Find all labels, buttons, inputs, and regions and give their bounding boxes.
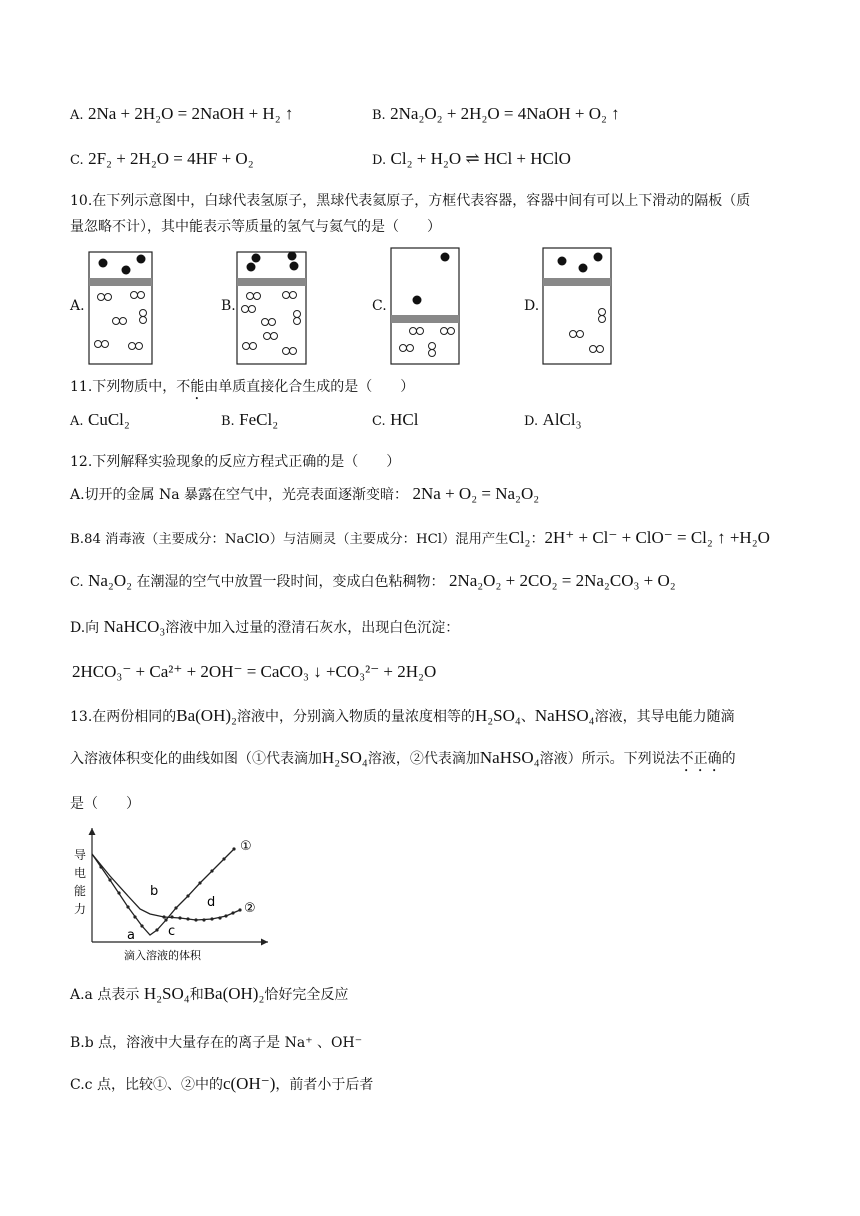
q13-option-a xyxy=(70,984,348,1004)
text: 入溶液体积变化的曲线如图（①代表滴加 xyxy=(70,751,322,767)
option-label: B. xyxy=(221,414,235,429)
formula: H₂SO₄ xyxy=(143,984,190,1003)
y-label-char: 能 xyxy=(74,884,87,898)
q10-label-b: B. xyxy=(221,298,236,314)
q12-option-d xyxy=(70,617,459,637)
q12-option-d-formula: 2HCO₃⁻ + Ca²⁺ + 2OH⁻ = CaCO₃ ↓ +CO₃²⁻ + 2H₂O xyxy=(72,662,437,681)
formula: FeCl₂ xyxy=(239,410,279,429)
container-c xyxy=(391,248,459,364)
formula: 2F₂ + 2H₂O = 4HF + O₂ xyxy=(88,149,254,168)
point-label-b: b xyxy=(150,884,159,899)
q13-stem-line3: 是（ ） xyxy=(70,796,140,812)
container-d xyxy=(543,248,611,364)
formula: Ba(OH)₂ xyxy=(176,706,237,725)
q10-label-a: A. xyxy=(70,298,85,314)
option-label: C. xyxy=(372,414,386,429)
option-text: B.84 消毒液（主要成分：NaClO）与洁厕灵（主要成分：HCl）混用产生 xyxy=(70,532,509,547)
q10-label-d: D. xyxy=(524,298,540,314)
y-axis-label xyxy=(74,848,86,916)
text: 的 xyxy=(721,751,736,767)
container-b xyxy=(237,252,306,365)
q9-option-d xyxy=(372,149,571,169)
text: ，前者小于后者 xyxy=(275,1077,374,1093)
option-label: D. xyxy=(524,414,539,429)
colon: ： xyxy=(530,531,545,547)
option-label: B. xyxy=(372,108,386,123)
species: Cl₂ xyxy=(508,528,531,547)
formula: c(OH⁻) xyxy=(222,1074,276,1093)
text: C.c 点，比较①、②中的 xyxy=(70,1077,223,1093)
formula: 2Na + 2H₂O = 2NaOH + H₂ ↑ xyxy=(87,104,294,123)
q12-option-c xyxy=(70,571,676,591)
q13-stem-line1 xyxy=(70,706,735,726)
q10-diagrams xyxy=(0,242,860,372)
curve-label-1: ① xyxy=(240,839,252,854)
formula: HCl xyxy=(390,410,419,429)
container-a xyxy=(89,252,152,364)
q11-option-b xyxy=(221,410,278,430)
formula: AlCl₃ xyxy=(542,410,582,429)
text: 恰好完全反应 xyxy=(264,987,349,1003)
q11-stem-pre: 11.下列物质中，不 xyxy=(70,379,191,395)
conductivity-graph xyxy=(70,822,280,967)
q11-stem xyxy=(70,376,414,403)
option-text: A.切开的金属 Na 暴露在空气中，光亮表面逐渐变暗： xyxy=(70,487,409,503)
option-text-post: 溶液中加入过量的澄清石灰水，出现白色沉淀： xyxy=(165,620,460,636)
option-label: D. xyxy=(372,153,387,168)
text: 13.在两份相同的 xyxy=(70,709,177,725)
q10-stem-line1: 10.在下列示意图中，白球代表氢原子，黑球代表氦原子，方框代表容器，容器中间有可以上下滑动的隔板（质 xyxy=(70,193,751,209)
option-label: C. xyxy=(70,153,84,168)
q9-option-c xyxy=(70,149,254,169)
formula: NaHSO₄ xyxy=(479,748,540,767)
q10-stem-line2: 量忽略不计），其中能表示等质量的氢气与氦气的是（ ） xyxy=(70,219,441,235)
emphasis-text: 不正确 xyxy=(679,751,722,767)
y-label-char: 导 xyxy=(74,848,87,862)
species: NaHCO₃ xyxy=(103,617,166,636)
option-label: C. xyxy=(70,575,84,590)
formula: NaHSO₄ xyxy=(534,706,595,725)
q11-stem-post: 由单质直接化合生成的是（ ） xyxy=(204,379,415,395)
point-label-c: c xyxy=(168,924,176,939)
formula: H₂SO₄ xyxy=(322,748,368,767)
formula: H₂SO₄ xyxy=(474,706,521,725)
q13-option-b: B.b 点，溶液中大量存在的离子是 Na⁺ 、OH⁻ xyxy=(70,1035,363,1051)
curve-1 xyxy=(92,849,234,935)
q11-stem-emphasis: 能 xyxy=(190,379,205,395)
q12-option-a xyxy=(70,484,539,504)
q9-option-a xyxy=(70,104,293,124)
text: 溶液）所示。下列说法 xyxy=(539,751,680,767)
formula: 2H⁺ + Cl⁻ + ClO⁻ = Cl₂ ↑ +H₂O xyxy=(544,528,770,547)
option-text: 在潮湿的空气中放置一段时间，变成白色粘稠物： xyxy=(136,574,445,590)
q13-option-c xyxy=(70,1074,373,1094)
q13-stem-line2 xyxy=(70,748,736,775)
q11-option-d xyxy=(524,410,582,430)
point-label-d: d xyxy=(207,895,216,910)
q9-option-b xyxy=(372,104,620,124)
text: 、 xyxy=(520,709,535,725)
curve-label-2: ② xyxy=(244,901,256,916)
x-axis-label: 滴入溶液的体积 xyxy=(124,949,201,962)
text: 溶液中，分别滴入物质的量浓度相等的 xyxy=(236,709,475,725)
q12-stem: 12.下列解释实验现象的反应方程式正确的是（ ） xyxy=(70,454,401,470)
option-text-pre: D.向 xyxy=(70,620,100,636)
formula: Ba(OH)₂ xyxy=(203,984,265,1003)
formula: 2Na₂O₂ + 2CO₂ = 2Na₂CO₃ + O₂ xyxy=(448,571,676,590)
formula: Cl₂ + H₂O ⇌ HCl + HClO xyxy=(390,149,571,168)
formula: 2Na₂O₂ + 2H₂O = 4NaOH + O₂ ↑ xyxy=(390,104,620,123)
q11-option-a xyxy=(70,410,130,430)
option-label: A. xyxy=(70,108,84,123)
point-label-a: a xyxy=(127,928,135,943)
option-label: A. xyxy=(70,414,84,429)
q10-label-c: C. xyxy=(372,298,387,314)
formula: CuCl₂ xyxy=(87,410,130,429)
y-label-char: 力 xyxy=(74,902,87,916)
species: Na₂O₂ xyxy=(88,571,133,590)
text: 和 xyxy=(189,987,204,1003)
text: 溶液，其导电能力随滴 xyxy=(594,709,735,725)
y-label-char: 电 xyxy=(74,866,87,880)
q12-option-b xyxy=(70,528,770,548)
formula: 2Na + O₂ = Na₂O₂ xyxy=(412,484,540,503)
q11-option-c xyxy=(372,410,418,430)
text: A.a 点表示 xyxy=(70,987,140,1003)
text: 溶液，②代表滴加 xyxy=(367,751,480,767)
